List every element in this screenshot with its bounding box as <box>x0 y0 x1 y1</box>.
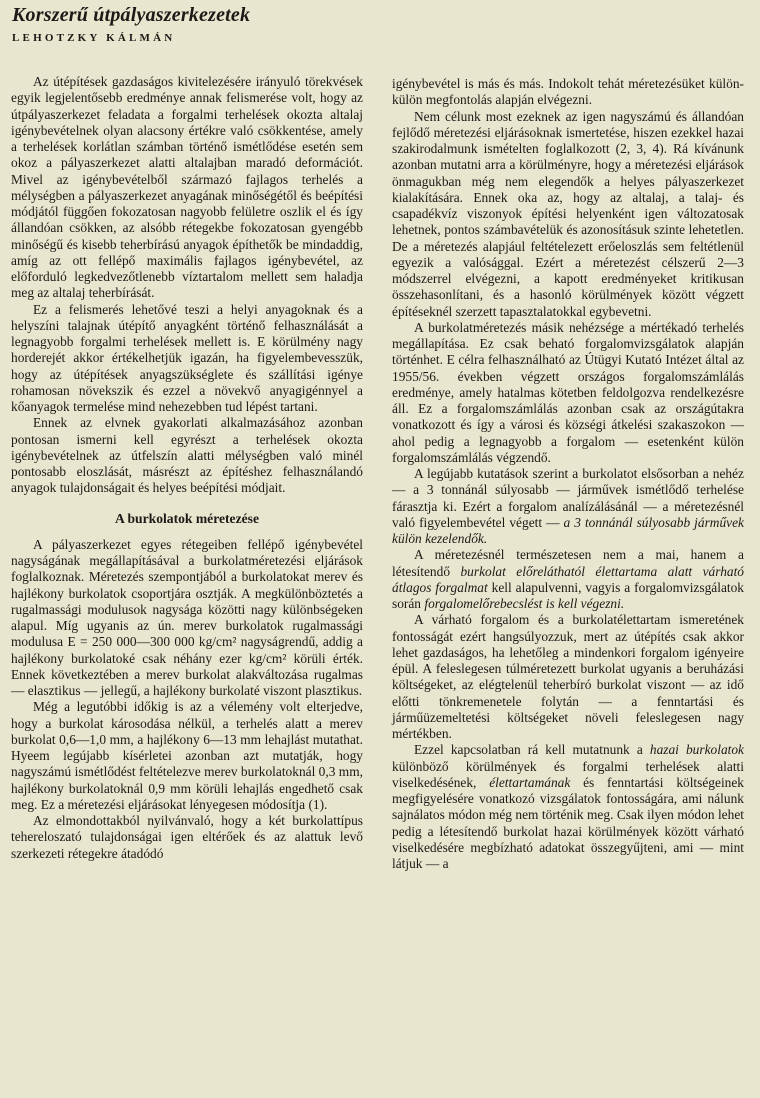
text-run: A méretezésnél természetesen nem a mai, hanem a létesítendő <box>392 547 744 579</box>
paragraph: A várható forgalom és a burkolatélettartam ismeretének fontosságát ezért hangsúlyozzuk, mert az útépítés csak akkor lehet gazdaságos, ha lehetőleg a mindenkori forgalom igényeire épül. A feleslegesen túlméretezett burkolat ugyanis a beruházási költségeket, az elégtelenül teherbíró burkolat viszont — az idő előtti tönkremenetele folytán — a fenntartási és járműüzemeltetési költségeket növeli feleslegesen nagy mértékben. <box>392 612 744 741</box>
paragraph: Ennek az elvnek gyakorlati alkalmazásához azonban pontosan ismerni kell egyrészt a terhelések okozta igénybevételnek az útfelszín alatti mélységben való minél pontosabb eloszlását, másrészt az építéshez felhasználandó anyagok tulajdonságait és helyes beépítési módjait. <box>11 415 363 496</box>
paragraph <box>392 547 744 612</box>
paragraph: Az útépítések gazdaságos kivitelezésére irányuló törekvések egyik legjelentősebb eredménye annak felismerése volt, hogy az útpályaszerkezet feladata a forgalmi terhelések okozta altalaj igénybevételnek olyan alacsony értékre való csökkentése, amely a terhelések korlátlan számban történő ismétlődése esetén sem okoz a pályaszerkezet alatti altalajban maradó deformációt. Mivel az igénybevételből származó fajlagos terhelés a mélységben a pályaszerkezet anyagának minőségétől és beépítési módjától függően fokozatosan nagyobb felületre oszlik el és így állandóan csökken, az alsóbb rétegekbe fokozatosan gyengébb minőségű és kisebb teherbírású anyagok építhetők be mindaddig, amíg az ott fellépő maximális fajlagos igénybevétel, az előforduló legkedvezőtlenebb víztartalom mellett sem haladja meg az altalaj teherbírását. <box>11 74 363 301</box>
emphasis: burkolat előreláthatól élettartama alatt várható átlagos forgalmat <box>392 563 745 595</box>
paragraph: Az elmondottakból nyilvánvaló, hogy a két burkolattípus tehereloszató tulajdonságai igen eltérőek és az alattuk levő szerkezeti rétegekre átadódó <box>11 813 363 861</box>
text-run: A legújabb kutatások szerint a burkolatot elsősorban a nehéz — a 3 tonnánál súlyosabb — járművek ismétlődő terhelése fárasztja ki. Ezért a forgalom analízálásánál — a méretezésnél való figyelembevétel végett — <box>392 466 744 530</box>
paragraph: A burkolatméretezés másik nehézsége a mértékadó terhelés megállapítása. Ez csak beható forgalomvizsgálatok alapján történhet. E célra felhasználható az Útügyi Kutató Intézet által az 1955/56. években végzett országos forgalomszámlálás eredménye, amely hatalmas kötetben feldolgozva rendelkezésre áll. Ez a forgalomszámlálás azonban csak az országútakra vonatkozott és így a városi és községi átkelési szakaszokon — ahol pedig a legnagyobb a forgalom — esetenként külön forgalomszámlálás végzendő. <box>392 319 744 465</box>
emphasis: forgalomelőrebecslést is kell végezni. <box>424 596 625 611</box>
text-run: és fenntartási költségeinek megfigyelésére vonatkozó vizsgálatok fontosságára, ami nálunk sajnálatos módon még nem történik meg. Csak ilyen módon lehet pedig a létesítendő burkolat hazai körülmények között várható viselkedésére megbízható adatokat összegyűjteni, ami — mint látjuk — a <box>392 774 744 871</box>
text-run: kell alapulvenni, vagyis a forgalomvizsgálatok során <box>392 579 744 611</box>
paragraph: igénybevétel is más és más. Indokolt tehát méretezésüket külön-külön megfontolás alapján elvégezni. <box>392 76 744 108</box>
paragraph: Ez a felismerés lehetővé teszi a helyi anyagoknak és a helyszíni talajnak útépítő anyagként történő felhasználását a legnagyobb forgalmi terhelések mellett is. E körülmény nagy horderejét akkor értékelhetjük igazán, ha figyelembevesszük, hogy az útépítések anyagszükséglete és szállítási igénye rohamosan növekszik és ezzel a növekvő anyagigénnyel a kőanyagok termelése mind nehezebben tud lépést tartani. <box>11 301 363 414</box>
left-column <box>11 74 363 862</box>
paragraph: A pályaszerkezet egyes rétegeiben fellépő igénybevétel nagyságának megállapításával a burkolatméretezési eljárások foglalkoznak. Méretezés szempontjából a burkolatokat merev és hajlékony burkolatok csoportjára osztják. A megkülönböztetés a rugalmassági modulusok nagysága közötti nagy különbségeken alapul. Míg ugyanis az ún. merev burkolatok rugalmassági modulusa E = 250 000—300 000 kg/cm² nagyságrendű, addig a hajlékony burkolatoké csak néhány ezer kg/cm² körüli érték. Ennek következtében a merev burkolat alakváltozása rugalmas — elasztikus — jellegű, a hajlékony burkolaté viszont plasztikus. <box>11 536 363 698</box>
text-run: különböző körülmények és forgalmi terhelések alatti viselkedésének, <box>392 758 744 790</box>
right-column <box>392 76 744 872</box>
emphasis: hazai burkolatok <box>649 742 744 758</box>
paragraph <box>392 742 744 872</box>
paragraph: Még a legutóbbi időkig is az a vélemény volt elterjedve, hogy a burkolat károsodása nélkül, a terhelés alatt a merev burkolat 0,6—1,0 mm, a hajlékony 6—13 mm lehajlást mutathat. Hyeem legújabb kísérletei azonban azt mutatják, hogy nagyszámú ismétlődést feltételezve merev burkolatoknál 0,3 mm, hajlékony burkolatoknál 0,9 mm körüli lehajlás engedhető csak meg. Ez a méretezési eljárásokat lényegesen módosítja (1). <box>11 699 363 812</box>
article-title: Korszerű útpályaszerkezetek <box>12 4 251 26</box>
paragraph <box>392 466 744 547</box>
section-heading: A burkolatok méretezése <box>115 510 259 526</box>
text-run: Ezzel kapcsolatban rá kell mutatnunk a <box>414 742 650 758</box>
author-name: LEHOTZKY KÁLMÁN <box>12 32 176 44</box>
emphasis: a 3 tonnánál súlyosabb járművek külön kezelendők. <box>392 514 744 546</box>
paragraph: Nem célunk most ezeknek az igen nagyszámú és állandóan fejlődő méretezési eljárásoknak ismertetése, hiszen ezekkel hazai szakirodalmunk ismételten foglalkozott (2, 3, 4). Rá kívánunk azonban mutatni arra a körülményre, hogy a méretezési eljárások önmagukban még nem elegendők a helyes pályaszerkezet kialakítására. Ennek oka az, hogy az altalaj, a talaj- és csapadékvíz viszonyok építési helyenként igen változatosak lehetnek, pontos számbavételük és azonosításuk szinte lehetetlen. De a méretezés alapjául feltételezett erőeloszlás sem feltétlenül egyezik a valósággal. Ezért a méretezést célszerű 2—3 módszerrel elvégezni, a kapott eredményeket kritikusan összehasonlítani, és a hasonló körülmények között végzett építéseknél szerzett tapasztalatokkal egybevetni. <box>392 108 744 319</box>
emphasis: élettartamának <box>489 774 571 790</box>
